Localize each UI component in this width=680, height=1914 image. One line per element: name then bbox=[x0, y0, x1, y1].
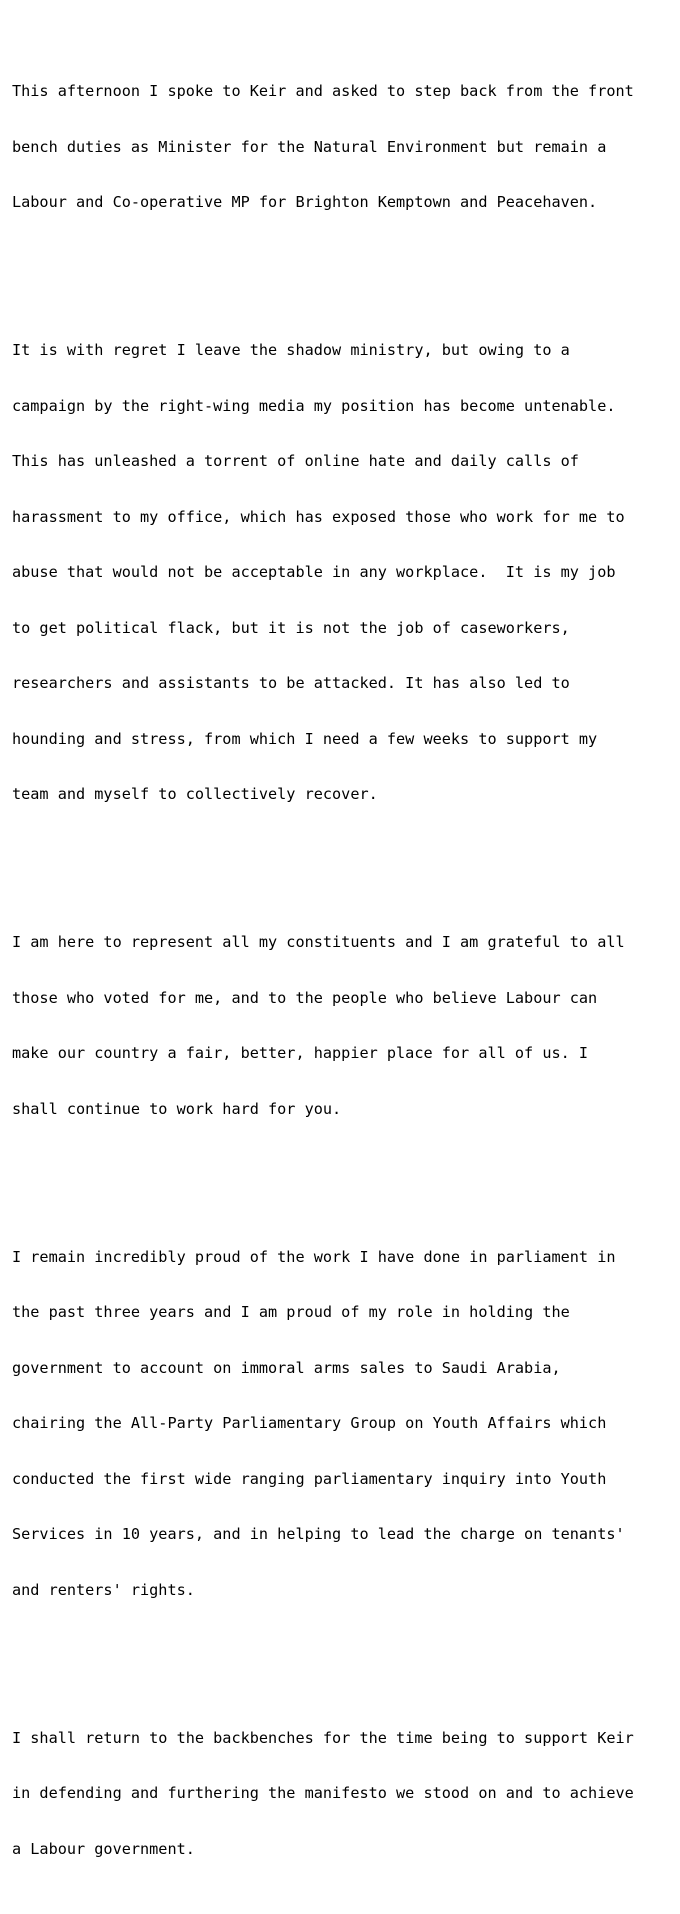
text-line: I shall return to the backbenches for the time being to support Keir bbox=[12, 1728, 634, 1747]
paragraph-4 bbox=[12, 1211, 676, 1637]
text-line: This has unleashed a torrent of online hate and daily calls of bbox=[12, 452, 579, 470]
paragraph-5 bbox=[12, 1692, 676, 1896]
text-line: I remain incredibly proud of the work I have done in parliament in bbox=[12, 1247, 616, 1266]
text-line: Services in 10 years, and in helping to lead the charge on tenants' bbox=[12, 1525, 625, 1543]
paragraph-2 bbox=[12, 304, 676, 841]
statement-document bbox=[12, 8, 676, 1914]
text-line: harassment to my office, which has exposed those who work for me to bbox=[12, 507, 625, 526]
text-line: and renters' rights. bbox=[12, 1580, 195, 1599]
paragraph-3 bbox=[12, 896, 676, 1155]
text-line: bench duties as Minister for the Natural Environment but remain a bbox=[12, 137, 607, 156]
text-line: chairing the All-Party Parliamentary Group on Youth Affairs which bbox=[12, 1414, 607, 1432]
text-line: hounding and stress, from which I need a few weeks to support my bbox=[12, 729, 598, 748]
text-line: government to account on immoral arms sales to Saudi Arabia, bbox=[12, 1358, 561, 1377]
text-line: researchers and assistants to be attacked. It has also led to bbox=[12, 674, 570, 692]
text-line: abuse that would not be acceptable in any workplace. It is my job bbox=[12, 563, 616, 581]
text-line: those who voted for me, and to the people who believe Labour can bbox=[12, 988, 598, 1007]
text-line: conducted the first wide ranging parliamentary inquiry into Youth bbox=[12, 1469, 607, 1488]
paragraph-1 bbox=[12, 45, 676, 249]
text-line: to get political flack, but it is not the job of caseworkers, bbox=[12, 618, 570, 637]
text-line: It is with regret I leave the shadow ministry, but owing to a bbox=[12, 341, 570, 359]
text-line: Labour and Co-operative MP for Brighton Kemptown and Peacehaven. bbox=[12, 193, 598, 211]
text-line: team and myself to collectively recover. bbox=[12, 785, 378, 803]
text-line: shall continue to work hard for you. bbox=[12, 1099, 342, 1118]
text-line: in defending and furthering the manifesto we stood on and to achieve bbox=[12, 1784, 634, 1802]
text-line: This afternoon I spoke to Keir and asked to step back from the front bbox=[12, 82, 634, 100]
text-line: I am here to represent all my constituents and I am grateful to all bbox=[12, 933, 625, 951]
text-line: make our country a fair, better, happier place for all of us. I bbox=[12, 1044, 589, 1062]
text-line: the past three years and I am proud of my role in holding the bbox=[12, 1303, 570, 1321]
text-line: a Labour government. bbox=[12, 1839, 195, 1858]
text-line: campaign by the right-wing media my position has become untenable. bbox=[12, 396, 616, 415]
